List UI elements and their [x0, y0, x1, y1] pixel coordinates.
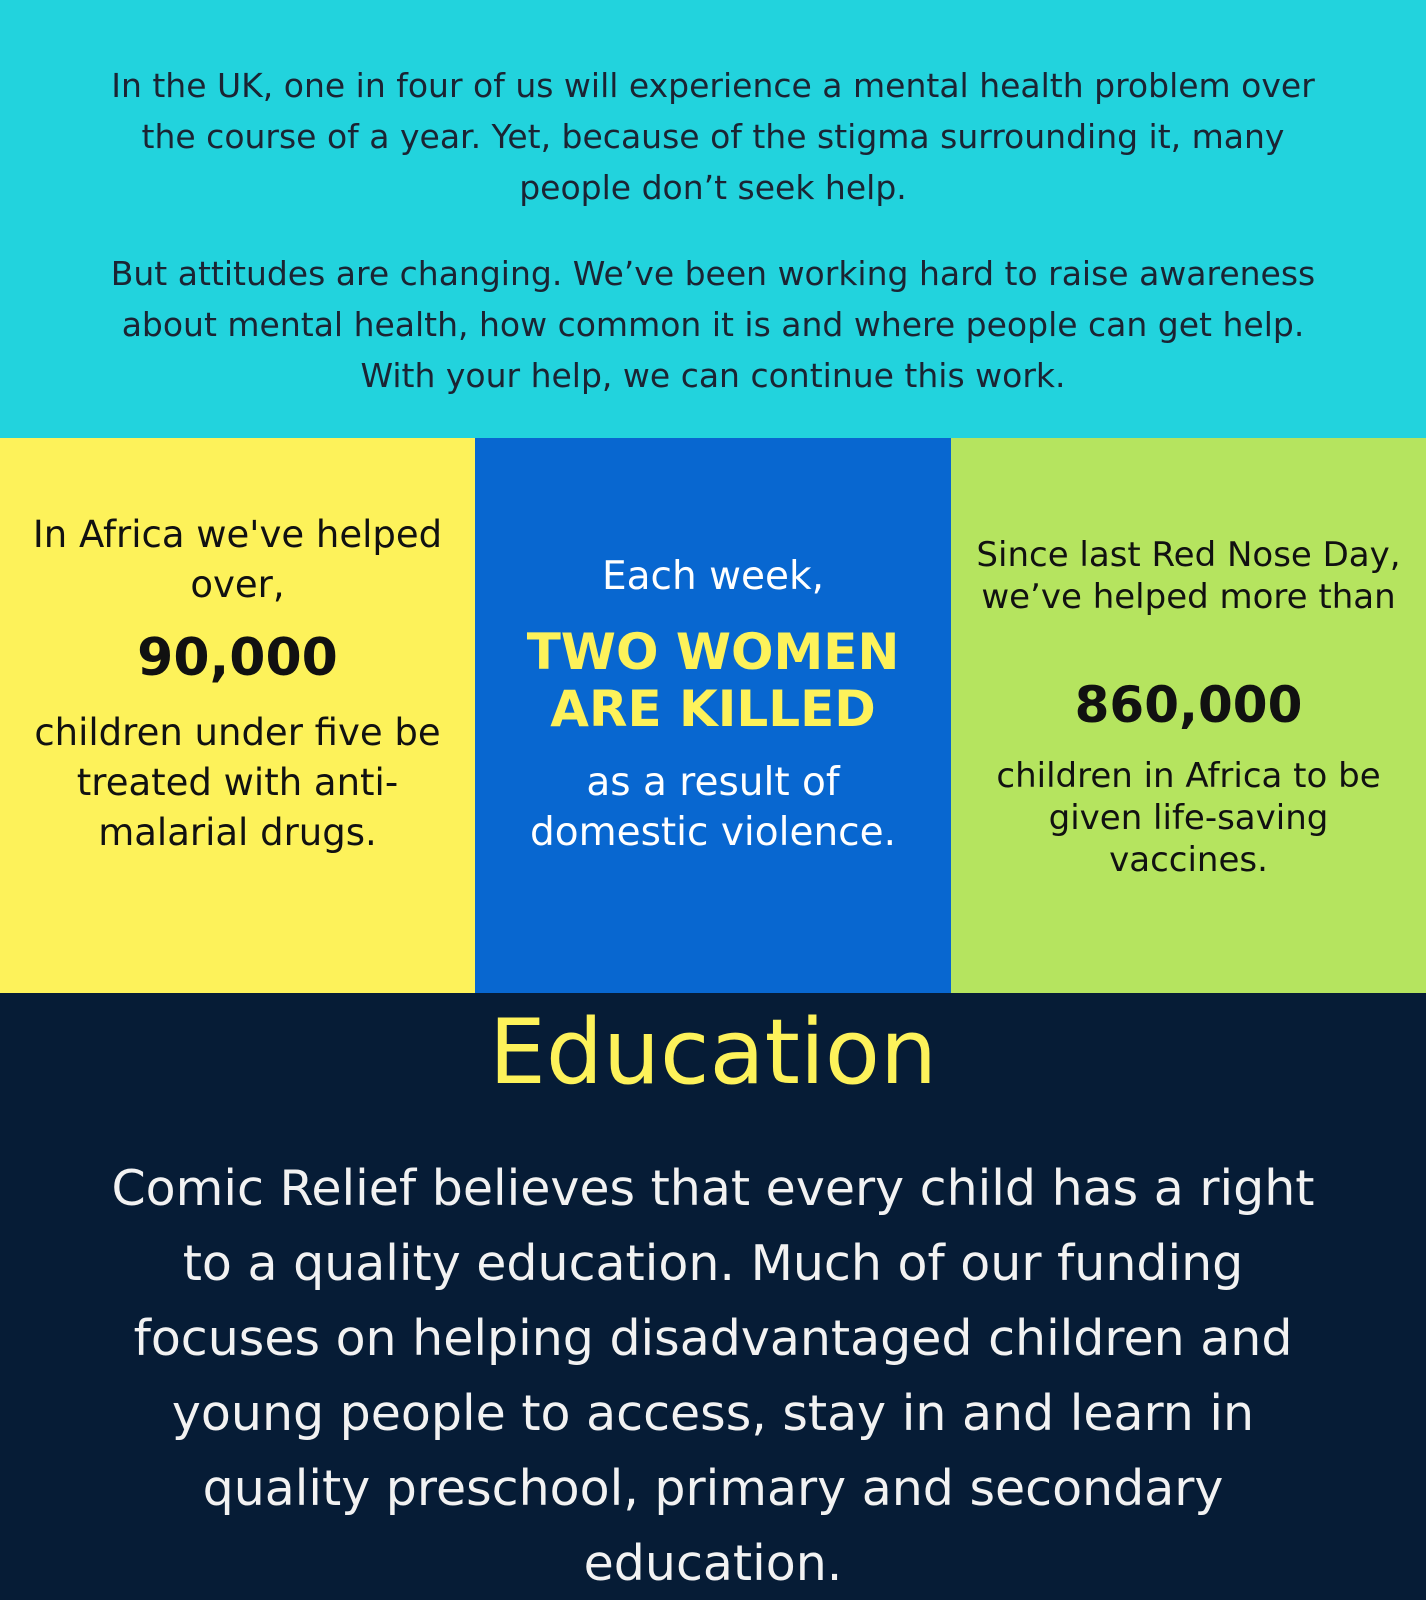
- education-title: Education: [488, 1000, 938, 1105]
- education-section: [0, 993, 1426, 1600]
- vaccines-stat-description: children in Africa to be given life-saving vaccines.: [996, 756, 1381, 880]
- domestic-violence-stat-description: as a result of domestic violence.: [529, 760, 897, 855]
- mental-health-paragraph-2: But attitudes are changing. We’ve been working hard to raise awareness about mental health, how common it is and where people can get help. With your help, we can continue this work.: [110, 254, 1316, 395]
- domestic-violence-stat-card: [475, 438, 951, 993]
- mental-health-paragraph-1: In the UK, one in four of us will experience a mental health problem over the course of a year. Yet, because of the stigma surrounding it, many people don’t seek help.: [111, 66, 1315, 207]
- malaria-stat-intro: In Africa we've helped over,: [32, 513, 443, 606]
- malaria-stat-number: 90,000: [137, 628, 338, 688]
- malaria-stat-card: [0, 438, 475, 993]
- education-body: Comic Relief believes that every child has a right to a quality education. Much of our funding focuses on helping disadvantaged children and young people to access, stay in and learn in quality preschool, primary and secondary education.: [111, 1160, 1315, 1592]
- malaria-stat-description: children under five be treated with anti-malarial drugs.: [34, 711, 441, 854]
- mental-health-section: [0, 0, 1426, 438]
- domestic-violence-stat-intro: Each week,: [602, 554, 824, 599]
- domestic-violence-stat-headline: TWO WOMEN ARE KILLED: [526, 623, 900, 738]
- stats-row: [0, 438, 1426, 993]
- vaccines-stat-card: [951, 438, 1426, 993]
- vaccines-stat-number: 860,000: [1074, 676, 1303, 734]
- vaccines-stat-intro: Since last Red Nose Day, we’ve helped more than: [976, 535, 1401, 617]
